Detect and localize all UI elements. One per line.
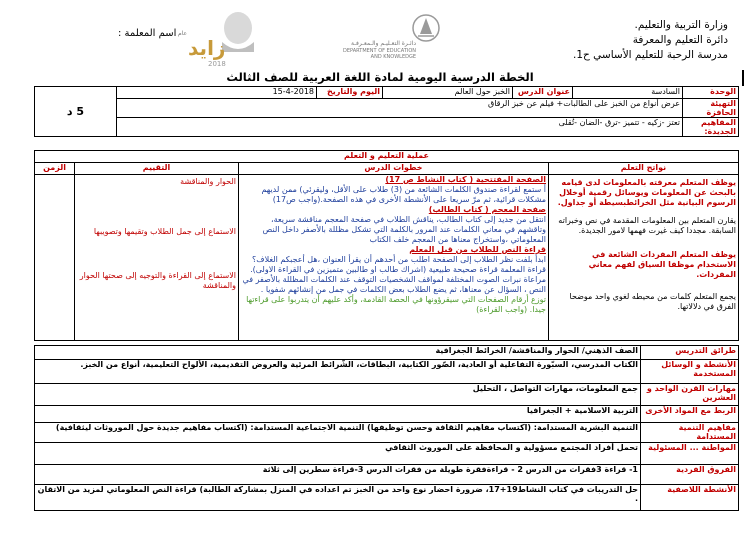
bottom-value: حل التدريبات في كتاب النشاط19+17، ضرورة احضار نوع واحد من الخبز تم اعداده في المنزل بمشاركة الطالبة) قراءة النص المعلوماتي لمزيد من الاتقان . — [35, 485, 641, 511]
date-value: 15-4-2018 — [117, 87, 317, 99]
bottom-value: تحمل أفراد المجتمع مسؤولية و المحافظة على الموروث الثقافي — [35, 443, 641, 465]
zayed-year-label: عام — [178, 30, 188, 37]
unit-label: الوحدة — [683, 87, 739, 99]
lesson-label: عنوان الدرس — [513, 87, 573, 99]
bottom-value: جمع المعلومات، مهارات التواصل ، التحليل — [35, 384, 641, 406]
bottom-row — [35, 406, 739, 423]
bottom-label: المواطنة ... المسئولية — [641, 443, 739, 465]
vocab-value: تعتز -زكيه - تتميز -ترق -الضان -تُقلى — [117, 118, 683, 137]
process-section-title: عملية التعليم و التعلم — [35, 151, 739, 163]
bottom-label: مهارات القرن الواحد و العشرين — [641, 384, 739, 406]
bottom-row — [35, 443, 739, 465]
bottom-value: 1- قراءة 3فقرات من الدرس 2 - قراءةفقرة طويلة من فقرات الدرس 3-قراءة سطرين إلى ثلاثة — [35, 465, 641, 485]
department-name: دائرة التعليم والمعرفة — [632, 34, 728, 46]
bottom-value: التنمية البشرية المستدامة: (اكتساب مفاهيم الثقافة وحسن توظيفها) التنمية الاجتماعية المستدامة: (اكتساب مفاهيم جديدة حول الموروثات ليثقافية) — [35, 423, 641, 443]
page-title: الخطة الدرسية اليومية لمادة اللغة العربية للصف الثالث — [226, 70, 534, 84]
vocab-label: المفاهيم الجديدة: — [683, 118, 739, 137]
time-cell — [35, 175, 75, 341]
col-time: الزمن — [35, 163, 75, 175]
bottom-row — [35, 360, 739, 384]
bottom-row — [35, 346, 739, 360]
info-table — [34, 86, 739, 137]
step3-body: ابدأ بلفت نظر الطلاب إلى الصفحة اطلب من أحدهم أن يقرأ العنوان ،هل أعجبكم الغلاف؟ قراءة المعلمة قراءة صحيحة طبيعية (اشراك طالب او طالبين متميزين في القراءة الاولى). مراعاة نبرات الصوت المختلفة لمواقف الشخصيات التوقف عند الكلمات المظللة بالأصفر في النص ، السؤال عن معناها، ثم يضع الطلاب بعض الكلمات في جمل من إنشائهم شفويا . — [242, 255, 546, 294]
col-steps: خطوات الدرس — [239, 163, 549, 175]
outcome1-head: يوظف المتعلم معرفته بالمعلومات لدى قيامه بالبحث عن المعلومات ويوسائل رقمية أوخلال الرسوم البيانية مثل الخرائطبسيطة أو جداول. — [557, 178, 736, 207]
col-outcomes: نواتج التعلم — [549, 163, 739, 175]
bottom-row — [35, 423, 739, 443]
zayed-word: زايد — [188, 36, 226, 60]
teacher-name-label: اسم المعلمة : — [118, 28, 177, 39]
bottom-label: طرائق التدريس — [641, 346, 739, 360]
class-value: 5 د — [35, 87, 117, 137]
bottom-row — [35, 465, 739, 485]
year-of-zayed-logo — [178, 8, 278, 68]
adek-logo-english-2: AND KNOWLEDGE — [370, 54, 416, 60]
bottom-label: الربط مع المواد الأخرى — [641, 406, 739, 423]
outcomes-cell — [549, 175, 739, 341]
bottom-value: التربية الاسلامية + الجغرافيا — [35, 406, 641, 423]
motivation-value: عرض أنواع من الخبز على الطالبات+ فيلم عن خبز الرقاق — [117, 99, 683, 118]
bottom-row — [35, 485, 739, 511]
date-label: اليوم والتاريخ — [317, 87, 383, 99]
assess1: الحوار والمناقشة — [180, 177, 236, 186]
bottom-value: الكتاب المدرسي، السبّورة التفاعلية أو العادية، الصّور الكتابية، البطاقات، الشّرائط المرئية والعروض التقديمية، الألواح التعليمية، أنواع من الخبز. — [35, 360, 641, 384]
steps-cell — [239, 175, 549, 341]
motivation-label: التهيئة الحافزة — [683, 99, 739, 118]
adek-logo — [326, 12, 446, 60]
bottom-label: الأنشطة اللاصفية — [641, 485, 739, 511]
process-table — [34, 150, 739, 341]
step4-body: توزع أرقام الصفحات التي سيقرؤونها في الحصة القادمة، وأكد عليهم أن يتدربوا على قراءتها جيدا. (واجب القراءة) — [246, 295, 546, 314]
col-assessment: التقييم — [75, 163, 239, 175]
adek-logo-arabic: دائـرة التعـليـم والـمعـرفـة — [351, 40, 416, 47]
outcome2-head: يوظف المتعلم المفردات الشائعة في الاستخدام موظفا السياق لفهم معاني المفردات. — [588, 250, 736, 279]
bottom-label: الفروق الفردية — [641, 465, 739, 485]
step2-body: انتقل من جديد إلى كتاب الطالب، يناقش الطلاب في صفحة المعجم مناقشة سريعة، وتاقشهم في معاني الكلمات عند المرور بالكلمة التي تشكل مظللة بالأصفر داخل النص المعلوماتي ،واستخراج معناها من المعجم خلف الكتاب — [262, 215, 546, 244]
bottom-label: الأنشطة و الوسائل المستخدمة — [641, 360, 739, 384]
outcome1-body: يقارن المتعلم بين المعلومات المقدمة في نص وخبراته السابقة. مجددا كيف غيرت فهمها لامور الجديدة. — [558, 216, 736, 235]
margin-bar — [742, 70, 744, 86]
school-name: مدرسة الرحبة للتعليم الأساسي ح1. — [573, 49, 728, 61]
school-header — [518, 18, 728, 63]
unit-value: السادسة — [573, 87, 683, 99]
step1-title: الصفحة المفتتحية ( كتاب النشاط ص 17) — [385, 175, 546, 184]
lesson-value: الخبز حول العالم — [383, 87, 513, 99]
bottom-row — [35, 384, 739, 406]
assess3: الاستماع إلى القراءة والتوجيه إلى صحتها الحوار والمناقشة — [79, 271, 236, 290]
outcome2-body: يجمع المتعلم كلمات من محيطه لغوي واحد موضحا الفرق في دلالاتها. — [569, 292, 736, 311]
assessment-cell — [75, 175, 239, 341]
assess2: الاستماع إلى جمل الطلاب وتقيمها وتصويبها — [93, 227, 236, 236]
ministry-name: وزارة التربية والتعليم. — [634, 19, 728, 31]
zayed-year: 2018 — [208, 60, 226, 68]
step2-title: صفحة المعجم ( كتاب الطالب) — [428, 205, 546, 214]
adek-logo-english-1: DEPARTMENT OF EDUCATION — [343, 48, 416, 54]
step3-title: قراءة النص للطلاب من قبل المعلم — [409, 245, 546, 254]
bottom-label: مفاهيم التنمية المستدامة — [641, 423, 739, 443]
bottom-table — [34, 345, 739, 511]
step1-body: أ ستمع لقراءة صندوق الكلمات الشائعة من (3) طلاب على الأقل، وليقرئي) ممن لديهم مشكلات قرائية، ثم مرّ سريعا على الأنشطة الأخرى في هذه الصفحة.(واجب ص17) — [261, 185, 546, 204]
bottom-value: الصف الذهني/ الحوار والمناقشة/ الخرائط الجغرافية — [35, 346, 641, 360]
